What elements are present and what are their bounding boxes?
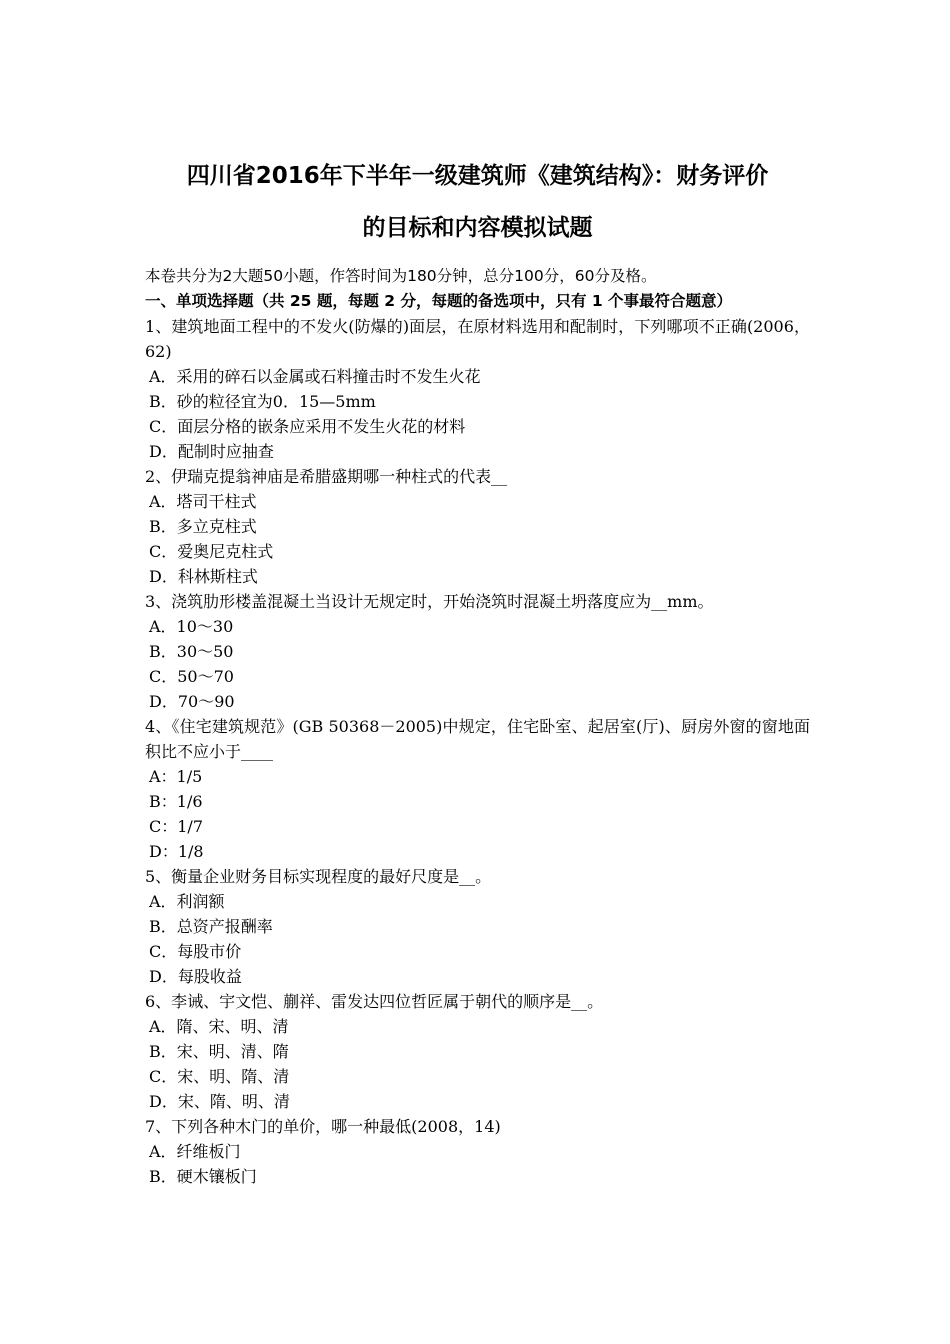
answer-option: A．采用的碎石以金属或石料撞击时不发生火花 <box>149 367 481 386</box>
answer-option: D．科林斯柱式 <box>149 567 258 586</box>
answer-option: A．利润额 <box>149 892 225 911</box>
answer-option: B．30～50 <box>149 642 234 661</box>
question-stem: 4、《住宅建筑规范》(GB 50368－2005)中规定，住宅卧室、起居室(厅)、厨房外窗的窗地面积比不应小于____ <box>145 717 810 761</box>
answer-option: B．砂的粒径宜为0．15—5mm <box>149 392 376 411</box>
question-item <box>145 464 810 589</box>
question-stem: 6、李诫、宇文恺、蒯祥、雷发达四位哲匠属于朝代的顺序是__。 <box>145 992 604 1011</box>
answer-option: A．塔司干柱式 <box>149 492 257 511</box>
answer-option: C．爱奥尼克柱式 <box>149 542 274 561</box>
answer-option: C．宋、明、隋、清 <box>149 1067 290 1086</box>
question-stem: 1、建筑地面工程中的不发火(防爆的)面层，在原材料选用和配制时，下列哪项不正确(2006，62) <box>145 317 810 361</box>
answer-option: D．每股收益 <box>149 967 242 986</box>
answer-option: B．宋、明、清、隋 <box>149 1042 289 1061</box>
answer-option: D．配制时应抽查 <box>149 442 274 461</box>
answer-option: C．50～70 <box>149 667 234 686</box>
question-list <box>145 314 810 1189</box>
answer-option: C：1/7 <box>149 817 203 836</box>
question-item <box>145 589 810 714</box>
section-heading: 一、单项选择题（共 25 题，每题 2 分，每题的备选项中，只有 1 个事最符合题意） <box>145 292 733 310</box>
question-item <box>145 714 810 864</box>
question-item <box>145 864 810 989</box>
document-title <box>145 150 810 254</box>
answer-option: C．面层分格的嵌条应采用不发生火花的材料 <box>149 417 466 436</box>
answer-option: B：1/6 <box>149 792 203 811</box>
question-stem: 3、浇筑肋形楼盖混凝土当设计无规定时，开始浇筑时混凝土坍落度应为__mm。 <box>145 592 714 611</box>
answer-option: D．宋、隋、明、清 <box>149 1092 290 1111</box>
answer-option: A：1/5 <box>149 767 203 786</box>
question-stem: 2、伊瑞克提翁神庙是希腊盛期哪一种柱式的代表__ <box>145 467 508 486</box>
answer-option: D：1/8 <box>149 842 204 861</box>
answer-option: B．总资产报酬率 <box>149 917 273 936</box>
exam-intro: 本卷共分为2大题50小题，作答时间为180分钟，总分100分，60分及格。 <box>145 267 657 285</box>
document-page <box>145 150 810 1189</box>
answer-option: C．每股市价 <box>149 942 242 961</box>
question-item <box>145 1114 810 1189</box>
question-stem: 7、下列各种木门的单价，哪一种最低(2008，14) <box>145 1117 501 1136</box>
title-line-2: 的目标和内容模拟试题 <box>362 215 593 241</box>
answer-option: D．70～90 <box>149 692 235 711</box>
answer-option: B．硬木镶板门 <box>149 1167 257 1186</box>
question-item <box>145 989 810 1114</box>
title-line-1: 四川省2016年下半年一级建筑师《建筑结构》：财务评价 <box>186 163 769 189</box>
question-item <box>145 314 810 464</box>
answer-option: A．纤维板门 <box>149 1142 241 1161</box>
answer-option: A．10～30 <box>149 617 234 636</box>
question-stem: 5、衡量企业财务目标实现程度的最好尺度是__。 <box>145 867 492 886</box>
answer-option: A．隋、宋、明、清 <box>149 1017 289 1036</box>
answer-option: B．多立克柱式 <box>149 517 257 536</box>
